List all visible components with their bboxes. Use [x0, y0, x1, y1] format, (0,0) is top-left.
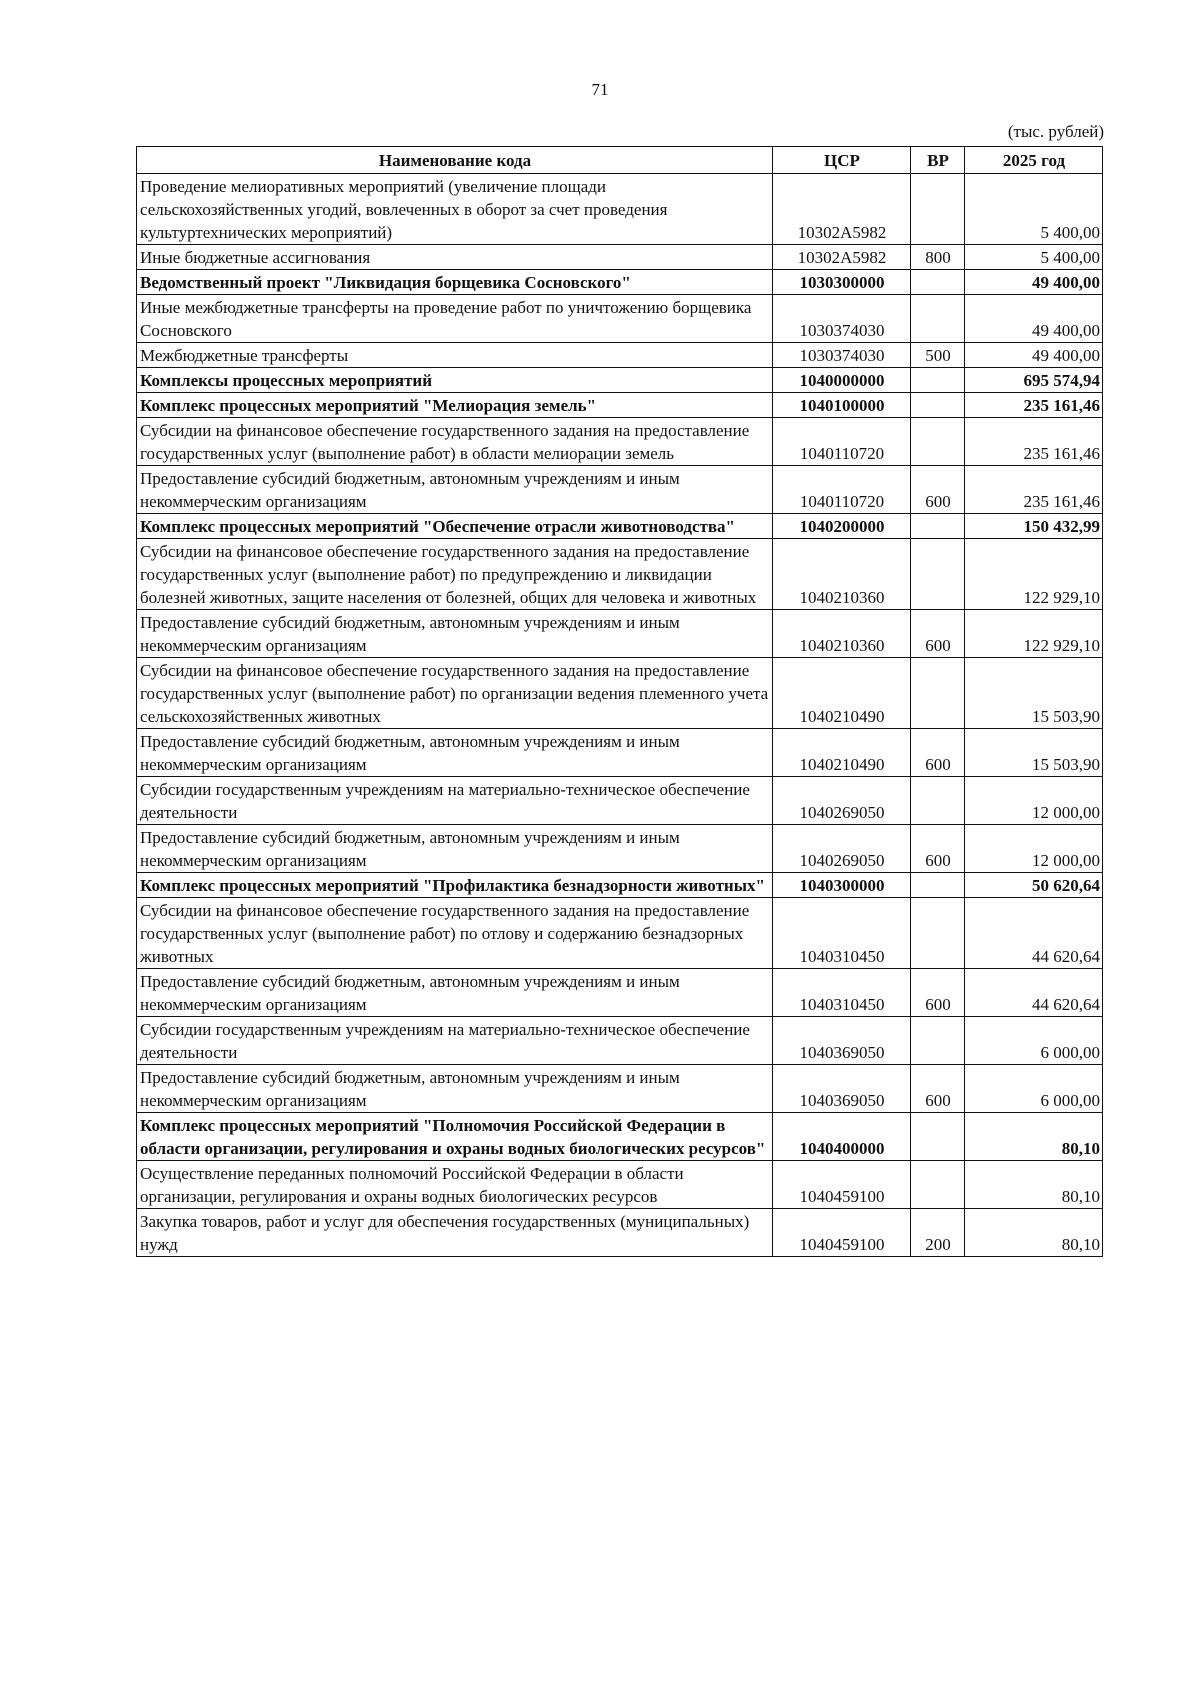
- row-value-cell: 49 400,00: [965, 343, 1103, 368]
- row-vr-cell: [911, 1161, 965, 1209]
- row-csr-cell: 1040459100: [773, 1161, 911, 1209]
- row-vr-cell: [911, 658, 965, 729]
- row-name-cell: Закупка товаров, работ и услуг для обеспечения государственных (муниципальных) нужд: [137, 1209, 773, 1257]
- row-value-cell: 5 400,00: [965, 174, 1103, 245]
- table-row: [137, 245, 1103, 270]
- row-value-cell: 49 400,00: [965, 270, 1103, 295]
- row-csr-cell: 1040369050: [773, 1017, 911, 1065]
- table-row: [137, 1017, 1103, 1065]
- row-name-cell: Осуществление переданных полномочий Российской Федерации в области организации, регулирования и охраны водных биологических ресурсов: [137, 1161, 773, 1209]
- header-name: Наименование кода: [137, 147, 773, 174]
- row-csr-cell: 1040210360: [773, 610, 911, 658]
- row-value-cell: 80,10: [965, 1113, 1103, 1161]
- row-csr-cell: 1040310450: [773, 898, 911, 969]
- table-row: [137, 466, 1103, 514]
- table-row: [137, 1113, 1103, 1161]
- table-row: [137, 969, 1103, 1017]
- units-label: (тыс. рублей): [1007, 122, 1104, 141]
- row-value-cell: 122 929,10: [965, 610, 1103, 658]
- row-csr-cell: 1040200000: [773, 514, 911, 539]
- row-vr-cell: 600: [911, 729, 965, 777]
- table-row: [137, 539, 1103, 610]
- row-value-cell: 44 620,64: [965, 969, 1103, 1017]
- row-vr-cell: 500: [911, 343, 965, 368]
- header-year: 2025 год: [965, 147, 1103, 174]
- row-vr-cell: [911, 270, 965, 295]
- table-row: [137, 873, 1103, 898]
- header-vr: ВР: [911, 147, 965, 174]
- row-name-cell: Субсидии на финансовое обеспечение государственного задания на предоставление государственных услуг (выполнение работ) по организации ведения племенного учета сельскохозяйственных животных: [137, 658, 773, 729]
- row-vr-cell: 600: [911, 969, 965, 1017]
- row-name-cell: Предоставление субсидий бюджетным, автономным учреждениям и иным некоммерческим организациям: [137, 729, 773, 777]
- row-name-cell: Субсидии на финансовое обеспечение государственного задания на предоставление государственных услуг (выполнение работ) по отлову и содержанию безнадзорных животных: [137, 898, 773, 969]
- row-vr-cell: 600: [911, 610, 965, 658]
- row-csr-cell: 1040000000: [773, 368, 911, 393]
- table-row: [137, 514, 1103, 539]
- row-vr-cell: 600: [911, 825, 965, 873]
- row-value-cell: 12 000,00: [965, 777, 1103, 825]
- table-row: [137, 343, 1103, 368]
- row-value-cell: 80,10: [965, 1161, 1103, 1209]
- table-row: [137, 777, 1103, 825]
- table-header-row: [137, 147, 1103, 174]
- row-vr-cell: 800: [911, 245, 965, 270]
- row-name-cell: Предоставление субсидий бюджетным, автономным учреждениям и иным некоммерческим организациям: [137, 466, 773, 514]
- row-name-cell: Субсидии на финансовое обеспечение государственного задания на предоставление государственных услуг (выполнение работ) в области мелиорации земель: [137, 418, 773, 466]
- row-vr-cell: [911, 1017, 965, 1065]
- row-csr-cell: 1040100000: [773, 393, 911, 418]
- row-value-cell: 150 432,99: [965, 514, 1103, 539]
- row-name-cell: Иные межбюджетные трансферты на проведение работ по уничтожению борщевика Сосновского: [137, 295, 773, 343]
- row-csr-cell: 1030300000: [773, 270, 911, 295]
- row-csr-cell: 1040300000: [773, 873, 911, 898]
- row-vr-cell: 600: [911, 466, 965, 514]
- row-csr-cell: 1040269050: [773, 825, 911, 873]
- row-csr-cell: 10302А5982: [773, 245, 911, 270]
- row-name-cell: Предоставление субсидий бюджетным, автономным учреждениям и иным некоммерческим организациям: [137, 610, 773, 658]
- table-row: [137, 295, 1103, 343]
- row-csr-cell: 1040110720: [773, 418, 911, 466]
- row-vr-cell: 600: [911, 1065, 965, 1113]
- row-name-cell: Предоставление субсидий бюджетным, автономным учреждениям и иным некоммерческим организациям: [137, 1065, 773, 1113]
- row-name-cell: Ведомственный проект "Ликвидация борщевика Сосновского": [137, 270, 773, 295]
- table-row: [137, 1065, 1103, 1113]
- table-row: [137, 174, 1103, 245]
- row-vr-cell: 200: [911, 1209, 965, 1257]
- row-value-cell: 235 161,46: [965, 393, 1103, 418]
- row-vr-cell: [911, 174, 965, 245]
- row-name-cell: Проведение мелиоративных мероприятий (увеличение площади сельскохозяйственных угодий, вовлеченных в оборот за счет проведения культуртехнических мероприятий): [137, 174, 773, 245]
- budget-table: [136, 146, 1103, 1257]
- table-row: [137, 368, 1103, 393]
- row-name-cell: Комплекс процессных мероприятий "Обеспечение отрасли животноводства": [137, 514, 773, 539]
- row-value-cell: 44 620,64: [965, 898, 1103, 969]
- row-vr-cell: [911, 1113, 965, 1161]
- row-value-cell: 50 620,64: [965, 873, 1103, 898]
- row-csr-cell: 1040310450: [773, 969, 911, 1017]
- row-name-cell: Иные бюджетные ассигнования: [137, 245, 773, 270]
- row-value-cell: 80,10: [965, 1209, 1103, 1257]
- table-row: [137, 610, 1103, 658]
- row-csr-cell: 10302А5982: [773, 174, 911, 245]
- row-value-cell: 12 000,00: [965, 825, 1103, 873]
- row-value-cell: 235 161,46: [965, 466, 1103, 514]
- row-name-cell: Комплекс процессных мероприятий "Полномочия Российской Федерации в области организации, регулирования и охраны водных биологических ресурсов": [137, 1113, 773, 1161]
- row-csr-cell: 1040210490: [773, 729, 911, 777]
- table-row: [137, 658, 1103, 729]
- row-csr-cell: 1040210490: [773, 658, 911, 729]
- row-vr-cell: [911, 898, 965, 969]
- row-name-cell: Комплексы процессных мероприятий: [137, 368, 773, 393]
- header-csr: ЦСР: [773, 147, 911, 174]
- row-value-cell: 5 400,00: [965, 245, 1103, 270]
- row-csr-cell: 1040110720: [773, 466, 911, 514]
- row-vr-cell: [911, 368, 965, 393]
- row-vr-cell: [911, 873, 965, 898]
- row-csr-cell: 1030374030: [773, 343, 911, 368]
- row-value-cell: 6 000,00: [965, 1017, 1103, 1065]
- row-csr-cell: 1040210360: [773, 539, 911, 610]
- row-name-cell: Межбюджетные трансферты: [137, 343, 773, 368]
- row-vr-cell: [911, 418, 965, 466]
- row-csr-cell: 1040400000: [773, 1113, 911, 1161]
- row-vr-cell: [911, 393, 965, 418]
- row-csr-cell: 1040269050: [773, 777, 911, 825]
- row-vr-cell: [911, 295, 965, 343]
- row-csr-cell: 1040369050: [773, 1065, 911, 1113]
- table-row: [137, 825, 1103, 873]
- table-row: [137, 1161, 1103, 1209]
- table-row: [137, 418, 1103, 466]
- table-row: [137, 393, 1103, 418]
- page-number: 71: [591, 80, 609, 99]
- row-value-cell: 695 574,94: [965, 368, 1103, 393]
- row-name-cell: Субсидии государственным учреждениям на материально-техническое обеспечение деятельности: [137, 777, 773, 825]
- row-value-cell: 122 929,10: [965, 539, 1103, 610]
- table-row: [137, 1209, 1103, 1257]
- row-vr-cell: [911, 777, 965, 825]
- row-value-cell: 15 503,90: [965, 729, 1103, 777]
- row-value-cell: 15 503,90: [965, 658, 1103, 729]
- row-name-cell: Предоставление субсидий бюджетным, автономным учреждениям и иным некоммерческим организациям: [137, 969, 773, 1017]
- table-row: [137, 270, 1103, 295]
- row-vr-cell: [911, 514, 965, 539]
- row-name-cell: Комплекс процессных мероприятий "Профилактика безнадзорности животных": [137, 873, 773, 898]
- row-csr-cell: 1030374030: [773, 295, 911, 343]
- row-name-cell: Комплекс процессных мероприятий "Мелиорация земель": [137, 393, 773, 418]
- row-value-cell: 235 161,46: [965, 418, 1103, 466]
- row-value-cell: 49 400,00: [965, 295, 1103, 343]
- row-name-cell: Субсидии на финансовое обеспечение государственного задания на предоставление государственных услуг (выполнение работ) по предупреждению и ликвидации болезней животных, защите населения от болезней, общих для человека и животных: [137, 539, 773, 610]
- row-value-cell: 6 000,00: [965, 1065, 1103, 1113]
- row-name-cell: Субсидии государственным учреждениям на материально-техническое обеспечение деятельности: [137, 1017, 773, 1065]
- table-row: [137, 729, 1103, 777]
- table-row: [137, 898, 1103, 969]
- row-name-cell: Предоставление субсидий бюджетным, автономным учреждениям и иным некоммерческим организациям: [137, 825, 773, 873]
- row-csr-cell: 1040459100: [773, 1209, 911, 1257]
- row-vr-cell: [911, 539, 965, 610]
